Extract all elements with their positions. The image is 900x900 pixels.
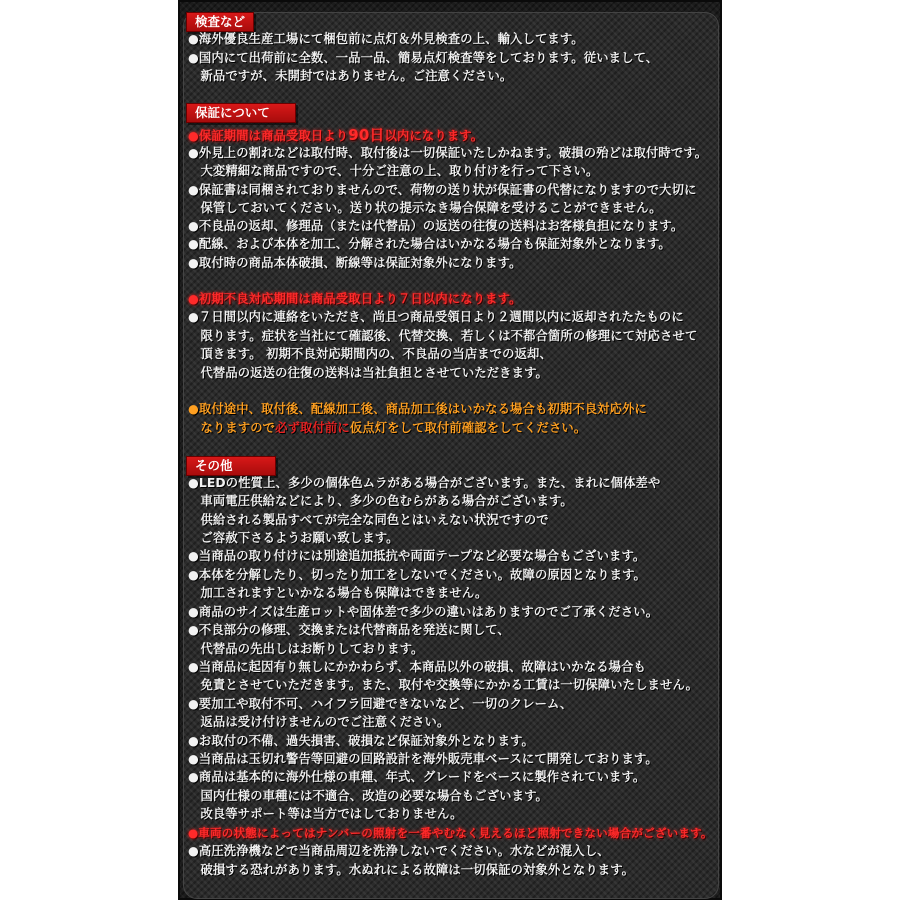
other-line-11: ●当商品に起因有り無しにかかわらず、本商品以外の破損、故障はいかなる場合も (188, 660, 646, 674)
other-line-9: ●不良部分の修理、交換または代替商品を発送に関して、 (188, 623, 510, 637)
warranty-period-days: 90日 (348, 126, 385, 144)
warranty-line-3: ●保証書は同梱されておりませんので、荷物の送り状が保証書の代替になりますので大切に (188, 183, 697, 197)
wash-warning-line-1: ●高圧洗浄機などで当商品周辺を洗浄しないでください。水などが混入し、 (188, 844, 610, 858)
other-line-14: 返品は受け付けませんのでご注意ください。 (188, 715, 450, 729)
warranty-period-prefix: ●保証期間は商品受取日より (188, 129, 349, 143)
warranty-line-6: ●配線、および本体を加工、分解された場合はいかなる場合も保証対象外となります。 (188, 237, 671, 251)
section-title-warranty: 保証について (186, 103, 296, 123)
warranty-line-4: 保管しておいてください。送り状の提示なき場合保障を受けることができません。 (188, 201, 662, 215)
warranty-period-suffix: 以内になります。 (384, 129, 484, 143)
other-line-4: ご容赦下さるようお願い致します。 (188, 531, 399, 545)
other-line-7: 加工されますといかなる場合も保障はできません。 (188, 586, 488, 600)
warranty-line-5: ●不良品の返却、修理品（または代替品）の返送の往復の送料はお客様負担になります。 (188, 219, 684, 233)
other-line-2: 車両電圧供給などにより、多少の色むらがある場合がございます。 (188, 494, 573, 508)
install-warning-part-b: 必ず取付前に (275, 421, 350, 435)
warranty-line-2: 大変精細な商品ですので、十分ご注意の上、取り付けを行って下さい。 (188, 164, 599, 178)
other-line-10: 代替品の先出しはお断りしております。 (188, 642, 424, 656)
initial-defect-line-1: ●７日間以内に連絡をいただき、尚且つ商品受領日より２週間以内に返却されたたものに (188, 310, 684, 324)
inspection-line-2: ●国内にて出荷前に全数、一品一品、簡易点灯検査等をしております。従いまして、 (188, 51, 659, 65)
section-title-inspection: 検査など (186, 12, 254, 32)
warranty-line-7: ●取付時の商品本体破損、断線等は保証対象外になります。 (188, 256, 522, 270)
other-line-3: 供給される製品すべてが完全な同色とはいえない状況ですので (188, 513, 549, 527)
other-line-18: 国内仕様の車種には不適合、改造の必要な場合もございます。 (188, 789, 548, 803)
warranty-line-1: ●外見上の割れなどは取付時、取付後は一切保証いたしかねます。破損の殆どは取付時です。 (188, 146, 708, 160)
wash-warning-line-2: 破損する恐れがあります。水ぬれによる故障は一切保証の対象外となります。 (188, 863, 635, 877)
initial-defect-line-4: 代替品の返送の往復の送料は当社負担とさせていただきます。 (188, 366, 548, 380)
install-warning-line-1: ●取付途中、取付後、配線加工後、商品加工後はいかなる場合も初期不良対応外に (188, 402, 647, 416)
initial-defect-notice: ●初期不良対応期間は商品受取日より７日以内になります。 (188, 292, 522, 306)
inspection-line-3: 新品ですが、未開封ではありません。ご注意ください。 (188, 69, 513, 83)
install-warning-line-2 (188, 419, 586, 437)
other-line-13: ●要加工や取付不可、ハイフラ回避できないなど、一切のクレーム、 (188, 697, 573, 711)
other-line-8: ●商品のサイズは生産ロットや固体差で多少の違いはありますのでご了承ください。 (188, 605, 659, 619)
other-line-16: ●当商品は玉切れ警告等回避の回路設計を海外販売車ベースにて開発しております。 (188, 752, 658, 766)
inspection-line-1: ●海外優良生産工場にて梱包前に点灯＆外見検査の上、輸入してます。 (188, 32, 584, 46)
other-line-15: ●お取付の不備、過失損害、破損など保証対象外となります。 (188, 734, 534, 748)
install-warning-part-c: 仮点灯をして取付前確認をしてください。 (349, 421, 587, 435)
other-line-6: ●本体を分解したり、切ったり加工をしないでください。故障の原因となります。 (188, 568, 646, 582)
install-warning-part-a: なりますので (188, 421, 276, 435)
section-title-other: その他 (186, 456, 276, 476)
other-line-17: ●商品は基本的に海外仕様の車種、年式、グレードをベースに製作されています。 (188, 770, 646, 784)
other-line-12: 免責とさせていただきます。また、取付や交換等にかかる工賃は一切保障いたしません。 (188, 678, 699, 692)
initial-defect-line-3: 頂きます。 初期不良対応期間内の、不良品の当店までの返却、 (188, 347, 552, 361)
license-plate-notice: ●車両の状態によってはナンバーの照射を一番やむなく見えるほど照射できない場合がございます。 (188, 826, 713, 840)
other-line-1: ●LEDの性質上、多少の個体色ムラがある場合がございます。また、まれに個体差や (188, 476, 661, 490)
other-line-19: 改良等サポート等は当方ではしておりません。 (188, 807, 463, 821)
warranty-period-notice (188, 126, 483, 145)
initial-defect-line-2: 限ります。症状を当社にて確認後、代替交換、若しくは不都合箇所の修理にて対応させて (188, 329, 698, 343)
other-line-5: ●当商品の取り付けには別途追加抵抗や両面テープなど必要な場合もございます。 (188, 549, 646, 563)
